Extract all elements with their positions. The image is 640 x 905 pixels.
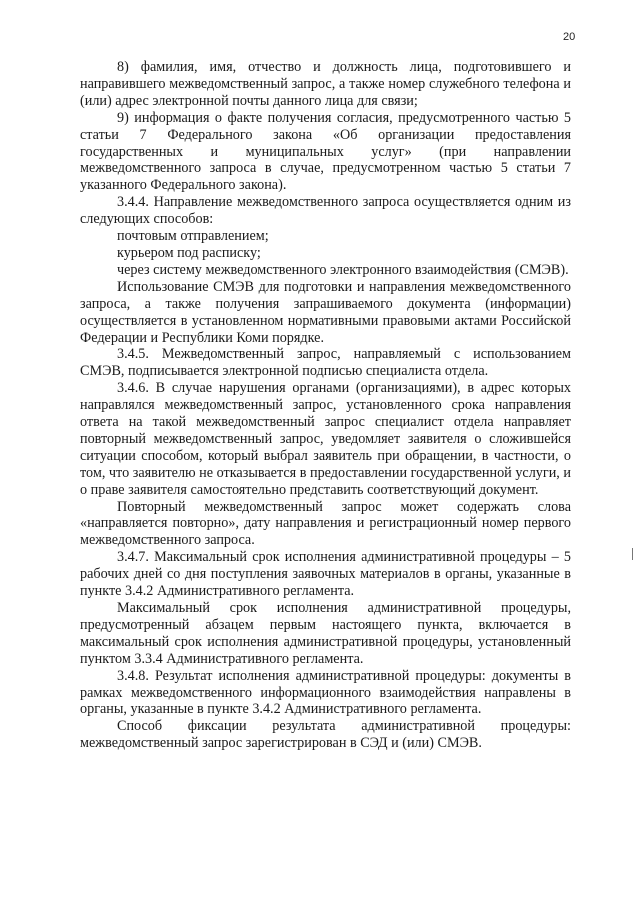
paragraph-3-4-6: 3.4.6. В случае нарушения органами (организациями), в адрес которых направлялся межведомственный запрос, установленного срока направления ответа на такой межведомственный запрос специалист отдела направляет повторный межведомственный запрос, уведомляет заявителя о сложившейся ситуации способом, который выбрал заявитель при обращении, в частности, о том, что заявителю не отказывается в предоставлении государственной услуги, и о праве заявителя самостоятельно представить соответствующий документ. (80, 380, 571, 498)
scan-margin-mark (632, 548, 633, 560)
document-body (80, 59, 571, 752)
paragraph-max-term: Максимальный срок исполнения административной процедуры, предусмотренный абзацем первым настоящего пункта, включается в максимальный срок исполнения административной процедуры, установленный пунктом 3.3.4 Административного регламента. (80, 600, 571, 667)
paragraph-3-4-4: 3.4.4. Направление межведомственного запроса осуществляется одним из следующих способов: (80, 194, 571, 228)
paragraph-item-9: 9) информация о факте получения согласия, предусмотренного частью 5 статьи 7 Федерального закона «Об организации предоставления государственных и муниципальных услуг» (при направлении межведомственного запроса в случае, предусмотренном частью 5 статьи 7 указанного Федерального закона). (80, 109, 571, 194)
page-number: 20 (563, 31, 576, 43)
list-item-courier: курьером под расписку; (117, 244, 261, 261)
list-item-mail: почтовым отправлением; (117, 228, 269, 245)
list-item-smev: через систему межведомственного электронного взаимодействия (СМЭВ). (117, 261, 569, 278)
paragraph-3-4-5: 3.4.5. Межведомственный запрос, направляемый с использованием СМЭВ, подписывается электронной подписью специалиста отдела. (80, 346, 571, 380)
paragraph-smev-usage: Использование СМЭВ для подготовки и направления межведомственного запроса, а также получения запрашиваемого документа (информации) осуществляется в установленном нормативными правовыми актами Российской Федерации и Республики Коми порядке. (80, 278, 571, 346)
paragraph-fixation-method: Способ фиксации результата административной процедуры: межведомственный запрос зарегистрирован в СЭД и (или) СМЭВ. (80, 718, 571, 752)
paragraph-3-4-8: 3.4.8. Результат исполнения административной процедуры: документы в рамках межведомственного информационного взаимодействия направлены в органы, указанные в пункте 3.4.2 Административного регламента. (80, 667, 571, 718)
paragraph-repeat-request: Повторный межведомственный запрос может содержать слова «направляется повторно», дату направления и регистрационный номер первого межведомственного запроса. (80, 498, 571, 549)
paragraph-3-4-7: 3.4.7. Максимальный срок исполнения административной процедуры – 5 рабочих дней со дня поступления заявочных материалов в органы, указанные в пункте 3.4.2 Административного регламента. (80, 549, 571, 600)
paragraph-item-8: 8) фамилия, имя, отчество и должность лица, подготовившего и направившего межведомственный запрос, а также номер служебного телефона и (или) адрес электронной почты данного лица для связи; (80, 59, 571, 109)
